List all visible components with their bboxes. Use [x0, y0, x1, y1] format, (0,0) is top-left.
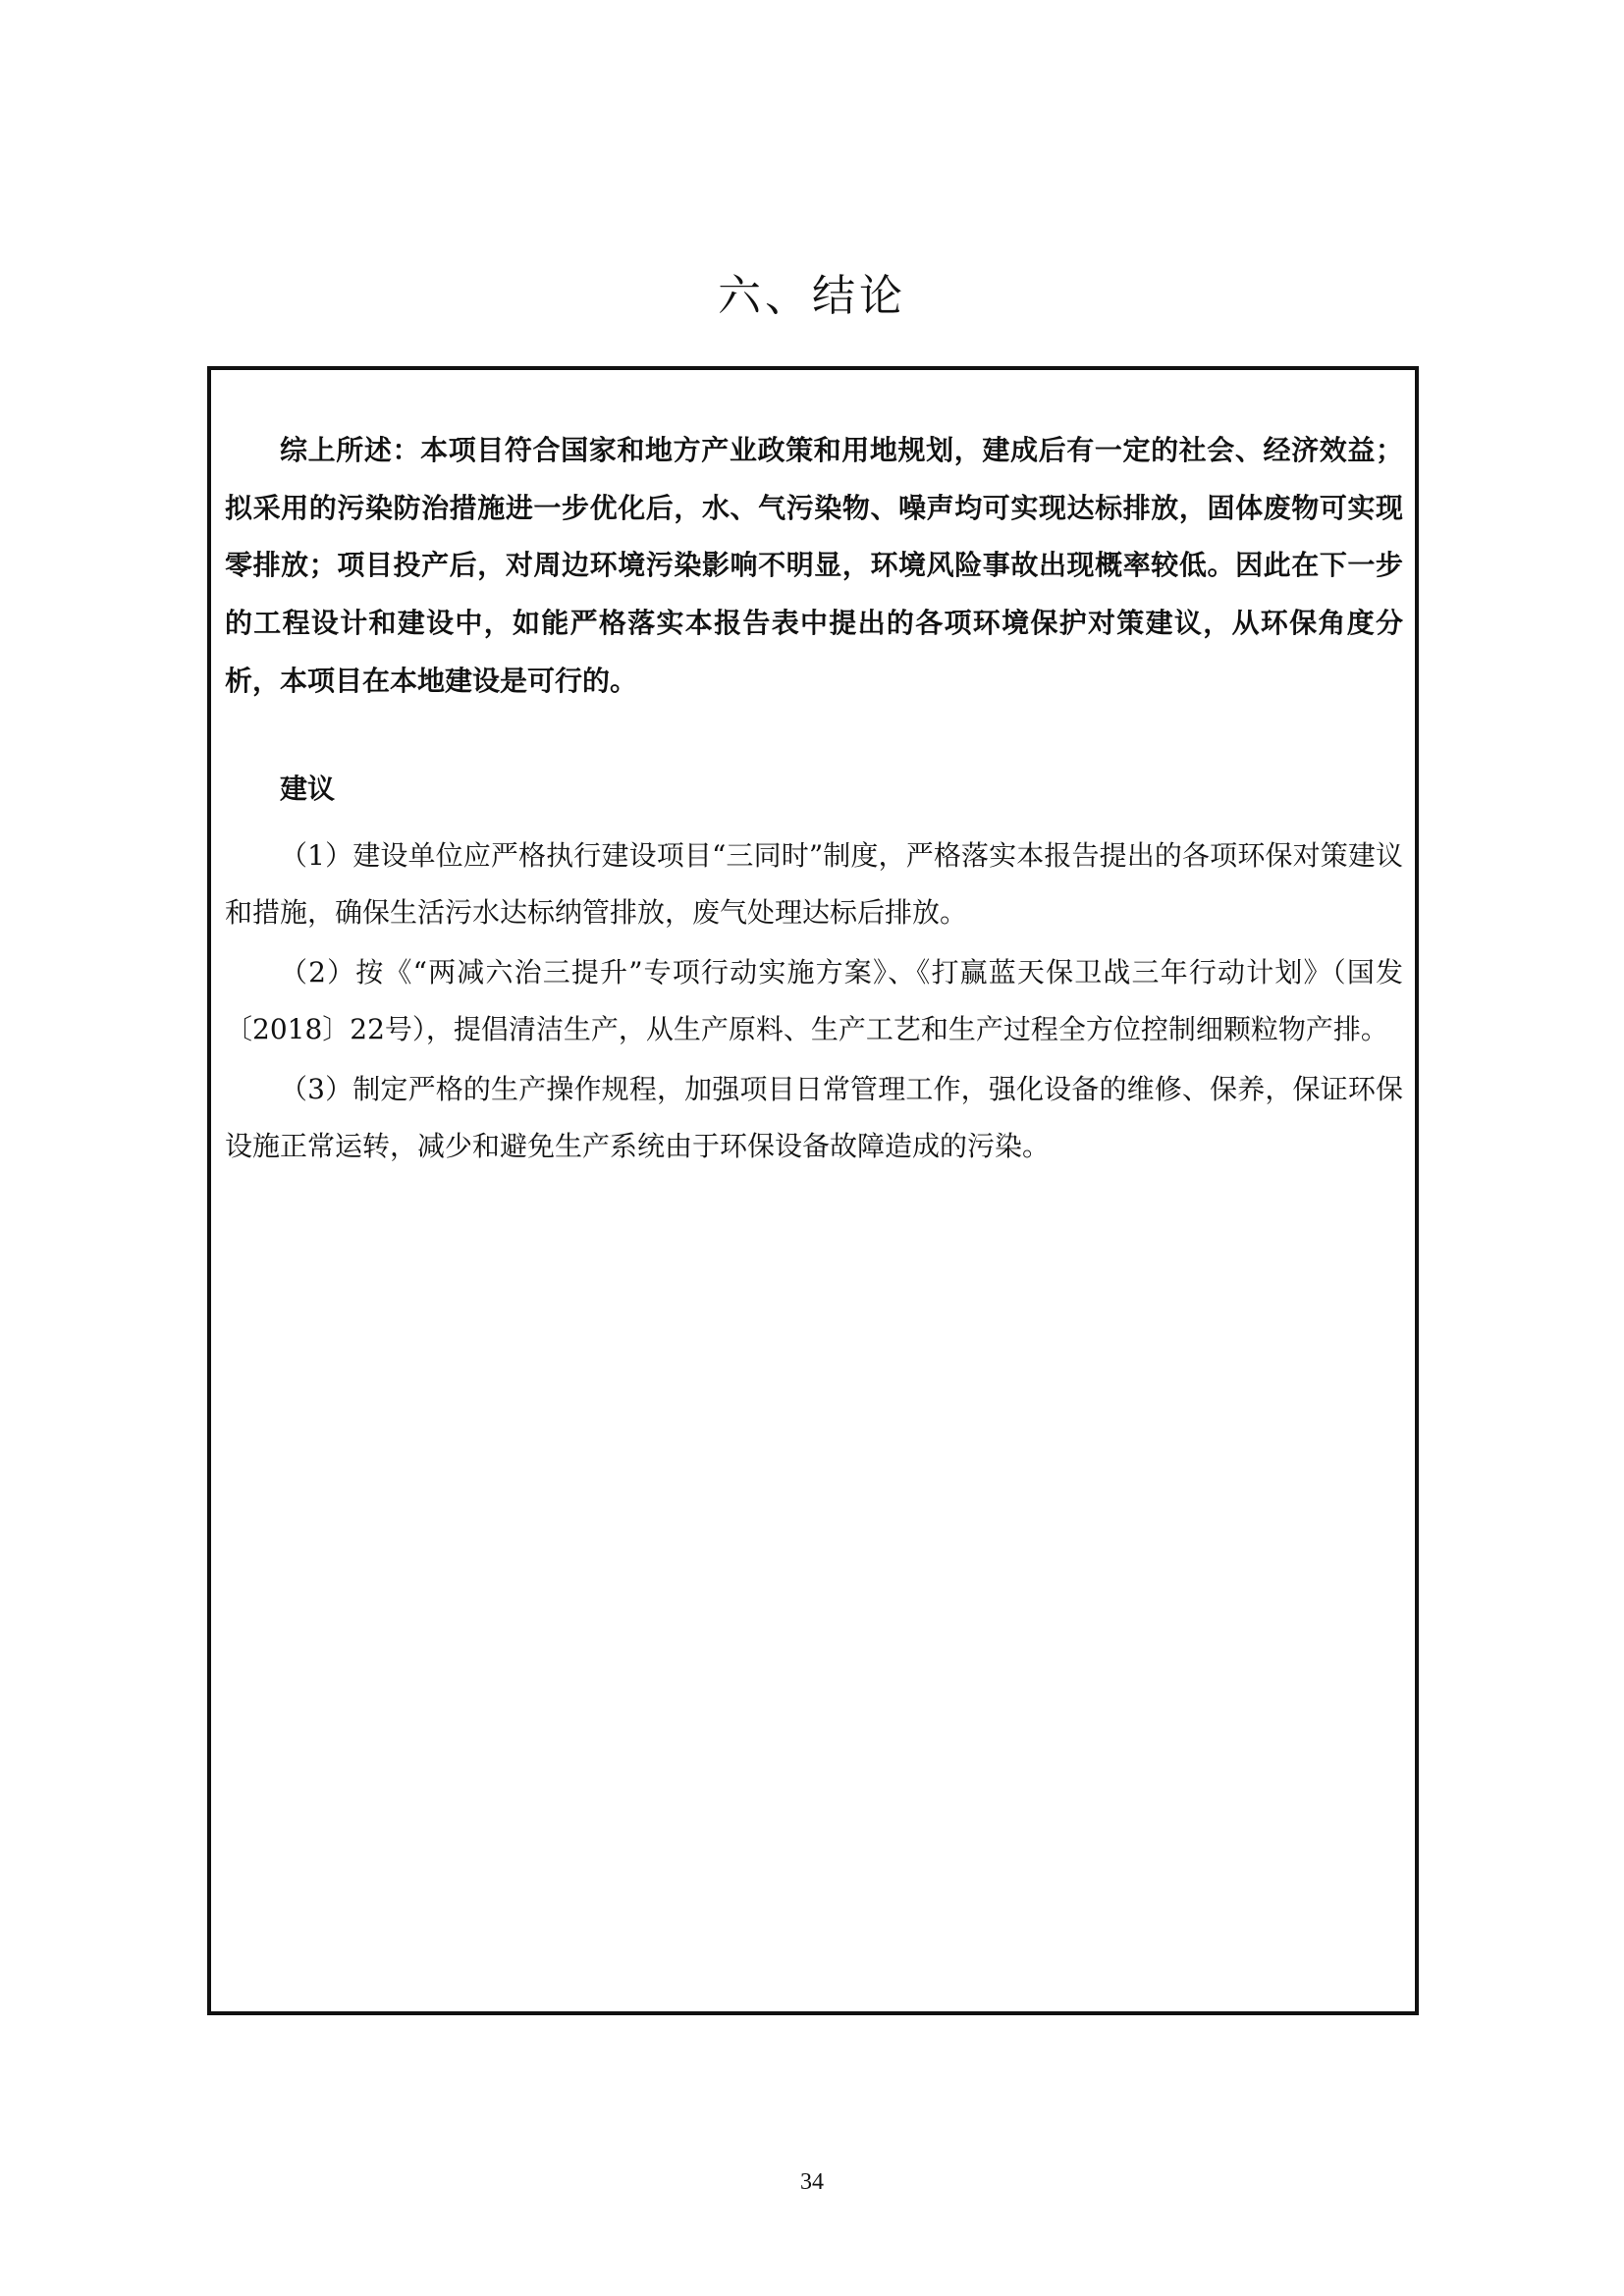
page-title: 六、结论 — [718, 271, 906, 321]
page-number: 34 — [800, 2169, 824, 2195]
conclusion-summary: 综上所述：本项目符合国家和地方产业政策和用地规划，建成后有一定的社会、经济效益；拟采用的污染防治措施进一步优化后，水、气污染物、噪声均可实现达标排放，固体废物可实现零排放；项目投产后，对周边环境污染影响不明显，环境风险事故出现概率较低。因此在下一步的工程设计和建设中，如能严格落实本报告表中提出的各项环境保护对策建议，从环保角度分析，本项目在本地建设是可行的。 — [225, 434, 1403, 697]
suggestions-list — [225, 828, 1403, 1178]
conclusion-frame — [207, 366, 1419, 2015]
suggestion-item: （1）建设单位应严格执行建设项目“三同时”制度，严格落实本报告提出的各项环保对策建议和措施，确保生活污水达标纳管排放，废气处理达标后排放。 — [225, 839, 1403, 929]
suggestion-item: （2）按《“两减六治三提升”专项行动实施方案》、《打赢蓝天保卫战三年行动计划》（国发〔2018〕22号），提倡清洁生产，从生产原料、生产工艺和生产过程全方位控制细颗粒物产排。 — [225, 956, 1403, 1045]
suggestions-heading: 建议 — [280, 773, 336, 805]
suggestion-item: （3）制定严格的生产操作规程，加强项目日常管理工作，强化设备的维修、保养，保证环保设施正常运转，减少和避免生产系统由于环保设备故障造成的污染。 — [225, 1073, 1403, 1162]
